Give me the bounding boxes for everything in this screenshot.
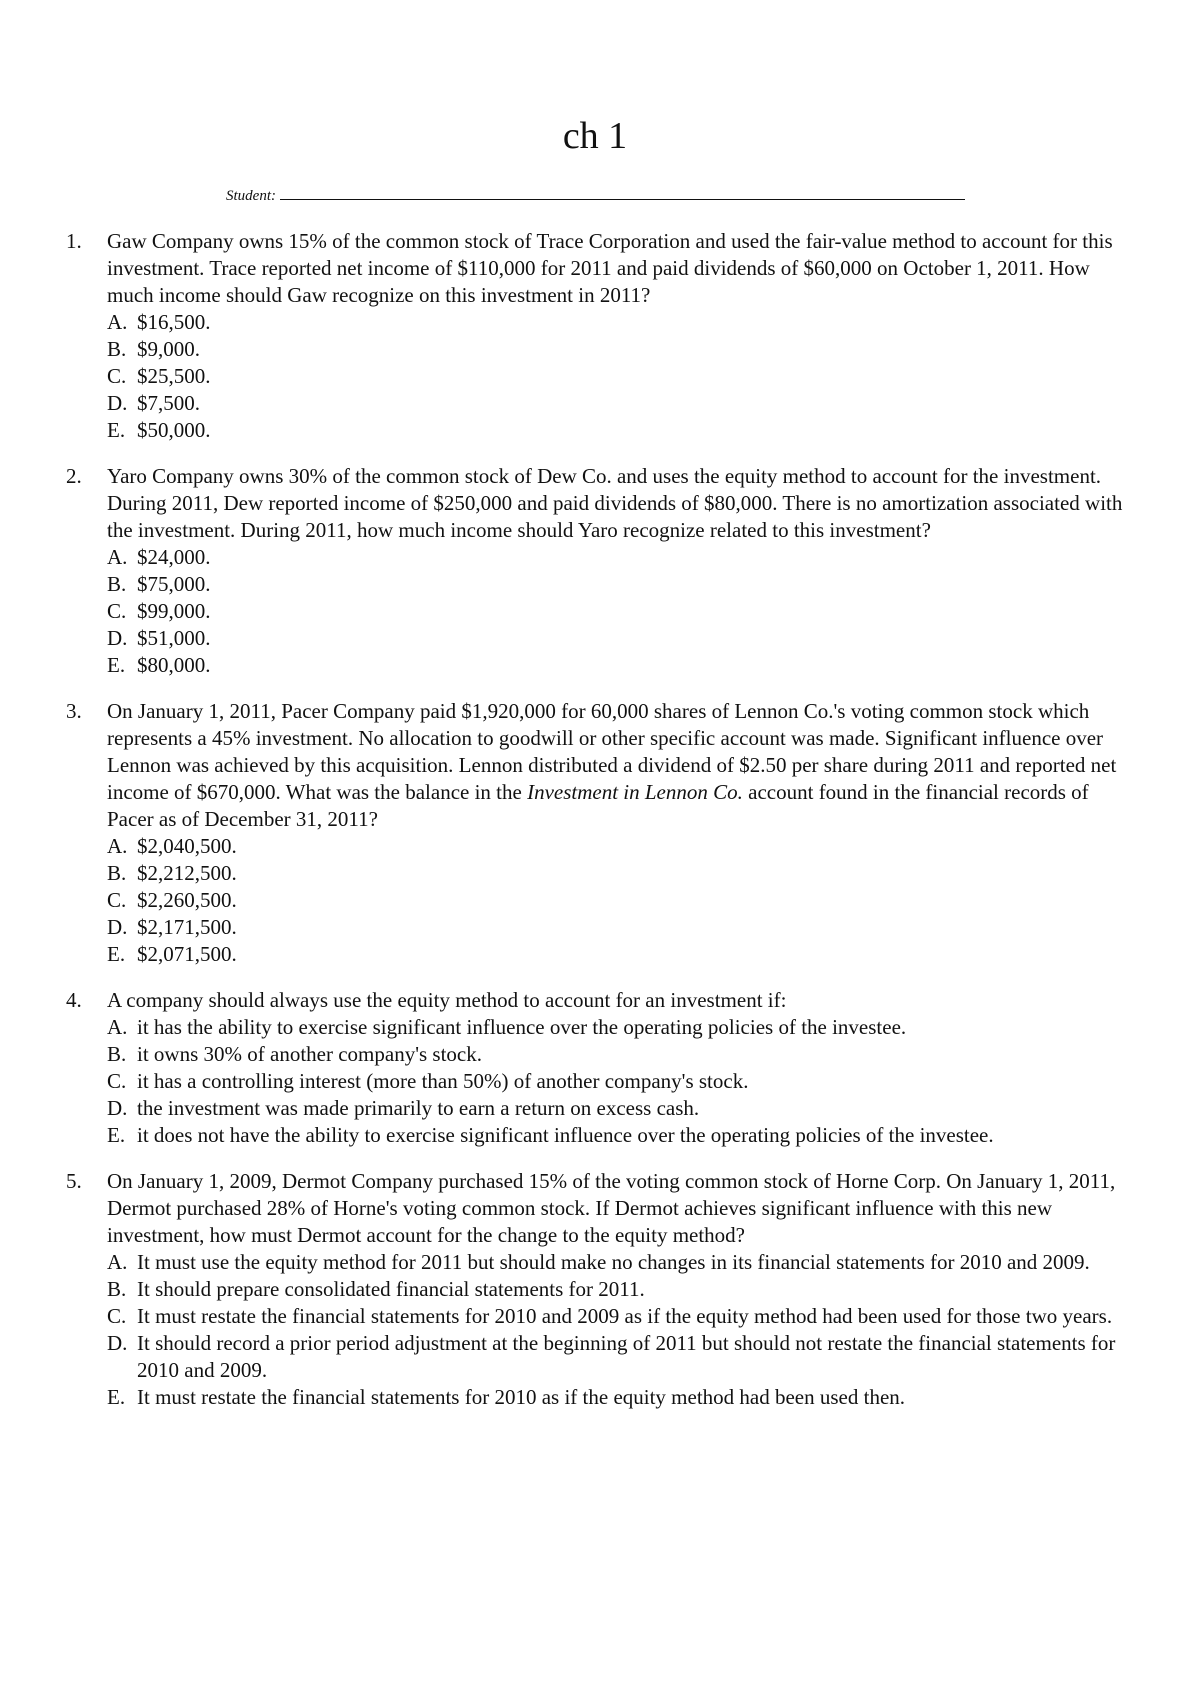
option-letter: E. [107,1385,126,1409]
option-letter: A. [107,834,128,858]
option-text: It must restate the financial statements for 2010 as if the equity method had been used then. [137,1385,906,1409]
option-letter: D. [107,626,128,650]
answer-option-c [107,363,1136,390]
option-text: $51,000. [137,626,211,650]
option-letter: B. [107,1277,127,1301]
option-text: $7,500. [137,391,200,415]
option-text: $99,000. [137,599,211,623]
question-text-part: On January 1, 2011, Pacer Company paid $1,920,000 for 60,000 shares of Lennon Co.'s voting common stock which represents a 45% investment. No allocation to goodwill or other specific account was made. Significant influence over Lennon was achieved by this acquisition. Lennon distributed a dividend of $2.50 per share during 2011 and reported net income of $670,000. What was the balance in the [107,699,1117,804]
answer-option-a [107,544,1136,571]
option-text: It should record a prior period adjustment at the beginning of 2011 but should not restate the financial statements for 2010 and 2009. [137,1331,1116,1382]
question-4 [66,987,1136,1149]
answer-option-b [107,860,1136,887]
answer-option-b [107,571,1136,598]
option-letter: E. [107,418,126,442]
question-5 [66,1168,1136,1411]
option-letter: D. [107,1331,128,1355]
answer-option-e [107,941,1136,968]
student-label: Student: [226,188,276,204]
option-text: $80,000. [137,653,211,677]
question-list [66,228,1136,1430]
option-letter: A. [107,545,128,569]
question-text: A company should always use the equity method to account for an investment if: [107,988,787,1012]
option-text: $2,260,500. [137,888,237,912]
question-number: 4. [66,988,82,1012]
option-text: $16,500. [137,310,211,334]
answer-options [107,1249,1136,1411]
answer-option-d [107,390,1136,417]
answer-option-c [107,887,1136,914]
option-letter: D. [107,1096,128,1120]
option-letter: B. [107,337,127,361]
question-number: 5. [66,1169,82,1193]
option-text: It should prepare consolidated financial statements for 2011. [137,1277,645,1301]
option-text: $50,000. [137,418,211,442]
option-letter: C. [107,364,127,388]
answer-option-e [107,1384,1136,1411]
option-letter: B. [107,1042,127,1066]
answer-option-d [107,1330,1136,1384]
question-text: Yaro Company owns 30% of the common stock of Dew Co. and uses the equity method to account for the investment. During 2011, Dew reported income of $250,000 and paid dividends of $80,000. There is no amortization associated with the investment. During 2011, how much income should Yaro recognize related to this investment? [107,464,1123,542]
option-text: $24,000. [137,545,211,569]
option-letter: C. [107,599,127,623]
option-letter: C. [107,1069,127,1093]
answer-option-c [107,1303,1136,1330]
account-name-italic: Investment in Lennon Co. [527,780,743,804]
answer-option-c [107,1068,1136,1095]
question-text: Gaw Company owns 15% of the common stock of Trace Corporation and used the fair-value method to account for this investment. Trace reported net income of $110,000 for 2011 and paid dividends of $60,000 on October 1, 2011. How much income should Gaw recognize on this investment in 2011? [107,229,1113,307]
option-text: $2,071,500. [137,942,237,966]
option-letter: A. [107,1015,128,1039]
answer-option-b [107,336,1136,363]
student-name-line [226,186,965,206]
option-text: the investment was made primarily to earn a return on excess cash. [137,1096,700,1120]
option-letter: B. [107,861,127,885]
option-letter: D. [107,915,128,939]
option-text: It must restate the financial statements for 2010 and 2009 as if the equity method had been used for those two years. [137,1304,1113,1328]
option-text: $2,040,500. [137,834,237,858]
option-letter: C. [107,888,127,912]
question-1 [66,228,1136,444]
option-letter: C. [107,1304,127,1328]
option-text: $75,000. [137,572,211,596]
option-text: It must use the equity method for 2011 but should make no changes in its financial statements for 2010 and 2009. [137,1250,1090,1274]
answer-options [107,833,1136,968]
option-letter: A. [107,310,128,334]
answer-option-b [107,1276,1136,1303]
question-text-part: account found in the financial records of Pacer as of December 31, 2011? [107,780,1089,831]
option-letter: E. [107,653,126,677]
option-text: $9,000. [137,337,200,361]
answer-option-a [107,833,1136,860]
option-letter: B. [107,572,127,596]
answer-option-e [107,1122,1136,1149]
answer-options [107,309,1136,444]
question-3 [66,698,1136,968]
question-number: 2. [66,464,82,488]
option-text: it has the ability to exercise significant influence over the operating policies of the investee. [137,1015,907,1039]
answer-options [107,544,1136,679]
option-text: it owns 30% of another company's stock. [137,1042,482,1066]
option-text: it has a controlling interest (more than 50%) of another company's stock. [137,1069,749,1093]
student-name-blank [280,187,965,200]
answer-option-d [107,1095,1136,1122]
answer-option-d [107,914,1136,941]
option-letter: E. [107,942,126,966]
answer-option-e [107,652,1136,679]
answer-option-a [107,1014,1136,1041]
answer-option-c [107,598,1136,625]
option-letter: D. [107,391,128,415]
question-text: On January 1, 2009, Dermot Company purchased 15% of the voting common stock of Horne Corp. On January 1, 2011, Dermot purchased 28% of Horne's voting common stock. If Dermot achieves significant influence with this new investment, how must Dermot account for the change to the equity method? [107,1169,1116,1247]
answer-option-e [107,417,1136,444]
question-text [107,698,1136,833]
answer-option-d [107,625,1136,652]
page-title: ch 1 [562,115,628,157]
question-number: 3. [66,699,82,723]
option-text: it does not have the ability to exercise significant influence over the operating policies of the investee. [137,1123,994,1147]
answer-option-a [107,1249,1136,1276]
option-text: $2,171,500. [137,915,237,939]
answer-option-b [107,1041,1136,1068]
option-letter: A. [107,1250,128,1274]
question-number: 1. [66,229,82,253]
answer-options [107,1014,1136,1149]
question-2 [66,463,1136,679]
option-text: $2,212,500. [137,861,237,885]
option-letter: E. [107,1123,126,1147]
option-text: $25,500. [137,364,211,388]
answer-option-a [107,309,1136,336]
